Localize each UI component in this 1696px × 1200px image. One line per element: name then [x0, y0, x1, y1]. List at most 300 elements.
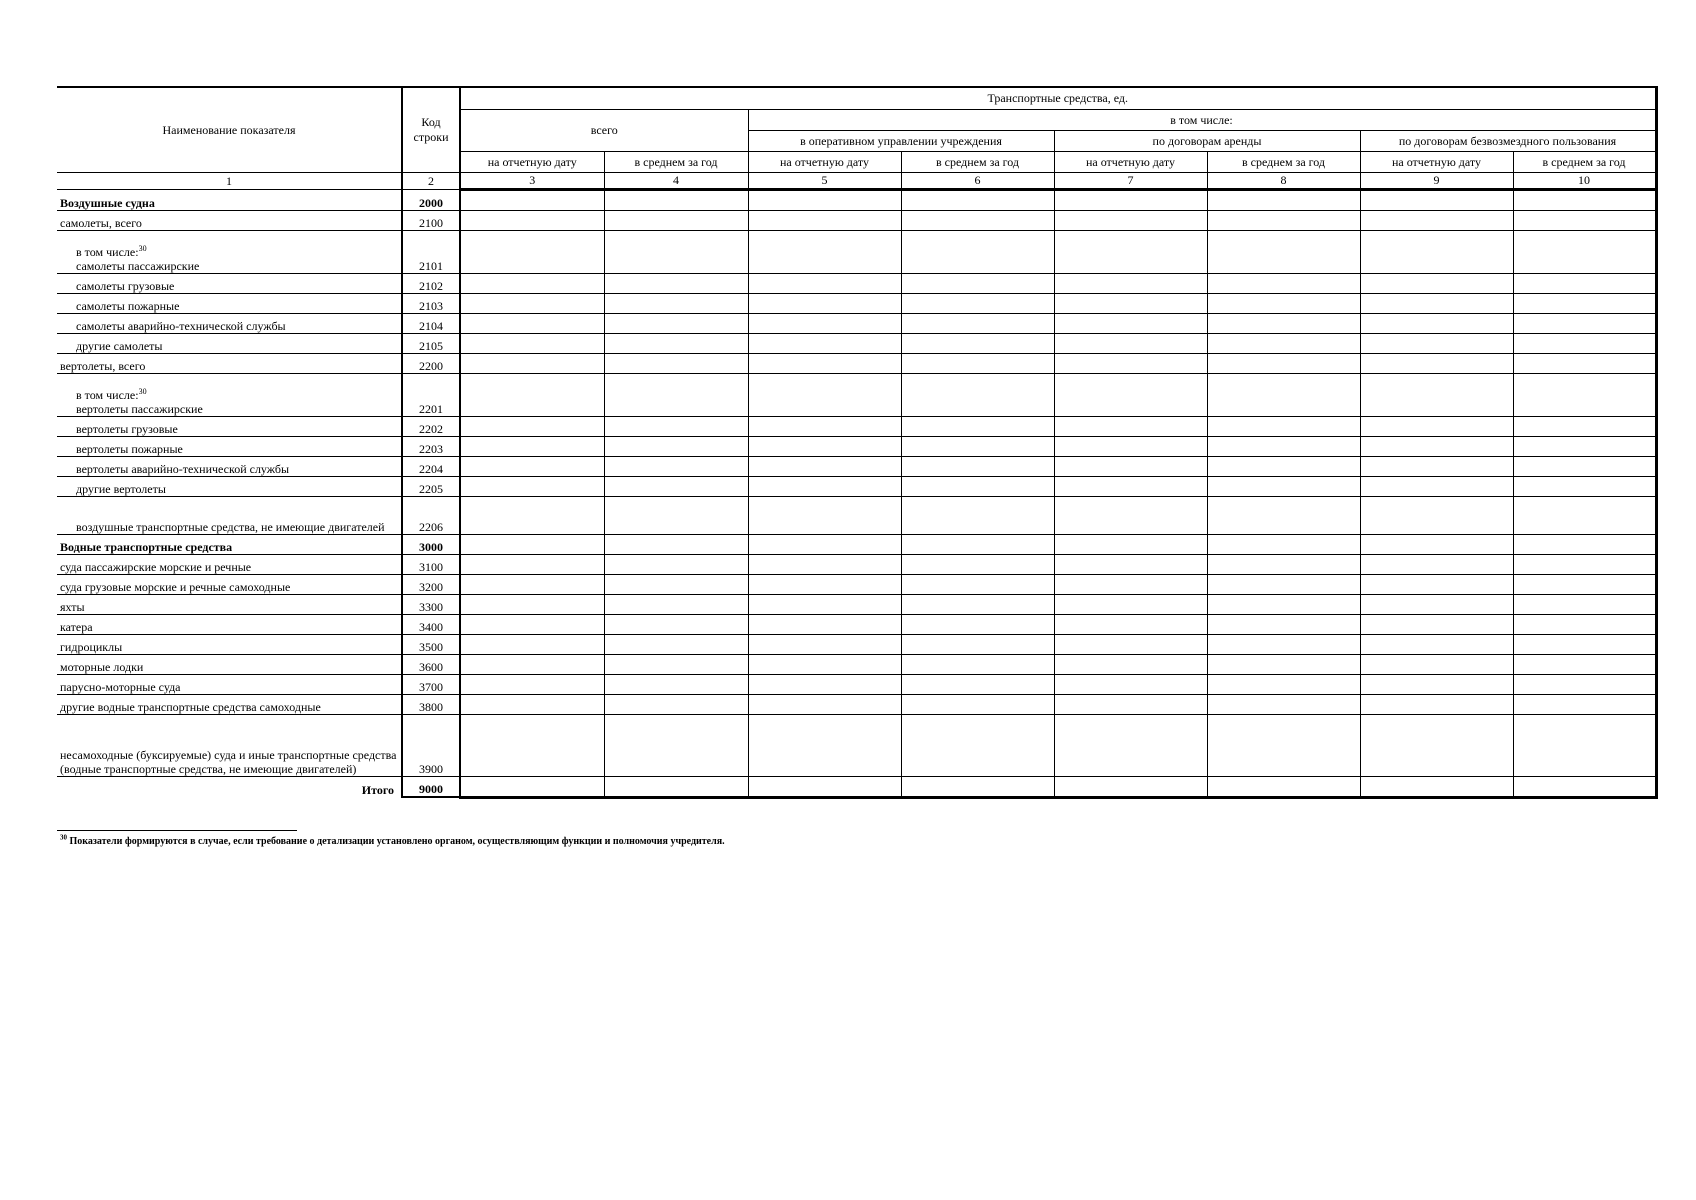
value-cell[interactable] — [748, 436, 901, 456]
header-avg-year: в среднем за год — [1513, 151, 1656, 172]
table-row — [57, 554, 1656, 574]
header-transport-group: Транспортные средства, ед. — [460, 87, 1656, 109]
row-name — [57, 273, 402, 293]
value-cell[interactable] — [604, 614, 748, 634]
row-code: 2103 — [402, 293, 460, 313]
value-cell[interactable] — [901, 574, 1054, 594]
value-cell[interactable] — [1054, 674, 1207, 694]
value-cell[interactable] — [1360, 273, 1513, 293]
header-operational-management: в оперативном управлении учреждения — [748, 130, 1054, 151]
value-cell[interactable] — [1207, 373, 1360, 416]
value-cell[interactable] — [1513, 210, 1656, 230]
value-cell[interactable] — [1207, 714, 1360, 776]
footnote-text: Показатели формируются в случае, если требование о детализации установлено органом, осуществляющим функции и полномочия учредителя. — [69, 836, 725, 847]
value-cell[interactable] — [1360, 189, 1513, 210]
row-name — [57, 534, 402, 554]
value-cell[interactable] — [460, 333, 604, 353]
value-cell[interactable] — [1054, 189, 1207, 210]
header-including: в том числе: — [748, 109, 1656, 130]
value-cell[interactable] — [901, 210, 1054, 230]
value-cell[interactable] — [901, 230, 1054, 273]
value-cell[interactable] — [1360, 333, 1513, 353]
value-cell[interactable] — [748, 674, 901, 694]
value-cell[interactable] — [901, 554, 1054, 574]
value-cell[interactable] — [604, 574, 748, 594]
value-cell[interactable] — [1513, 674, 1656, 694]
header-at-date: на отчетную дату — [460, 151, 604, 172]
table-row — [57, 293, 1656, 313]
row-label: Воздушные судна — [60, 195, 155, 210]
value-cell[interactable] — [1054, 714, 1207, 776]
value-cell[interactable] — [748, 456, 901, 476]
value-cell[interactable] — [901, 694, 1054, 714]
value-cell[interactable] — [1054, 634, 1207, 654]
value-cell[interactable] — [1207, 776, 1360, 797]
row-code: 3000 — [402, 534, 460, 554]
value-cell[interactable] — [460, 293, 604, 313]
value-cell[interactable] — [460, 574, 604, 594]
value-cell[interactable] — [1360, 594, 1513, 614]
row-name — [57, 476, 402, 496]
value-cell[interactable] — [1207, 230, 1360, 273]
value-cell[interactable] — [1207, 694, 1360, 714]
table-row — [57, 189, 1656, 210]
value-cell[interactable] — [1513, 554, 1656, 574]
column-number: 10 — [1513, 172, 1656, 189]
value-cell[interactable] — [1054, 496, 1207, 534]
value-cell[interactable] — [748, 210, 901, 230]
value-cell[interactable] — [604, 654, 748, 674]
value-cell[interactable] — [1360, 634, 1513, 654]
value-cell[interactable] — [460, 714, 604, 776]
row-name — [57, 373, 402, 416]
value-cell[interactable] — [748, 654, 901, 674]
value-cell[interactable] — [748, 534, 901, 554]
value-cell[interactable] — [748, 353, 901, 373]
value-cell[interactable] — [604, 694, 748, 714]
value-cell[interactable] — [748, 333, 901, 353]
value-cell[interactable] — [1207, 436, 1360, 456]
value-cell[interactable] — [748, 189, 901, 210]
value-cell[interactable] — [748, 776, 901, 797]
value-cell[interactable] — [604, 373, 748, 416]
value-cell[interactable] — [1054, 373, 1207, 416]
row-code: 2206 — [402, 496, 460, 534]
row-code: 2000 — [402, 189, 460, 210]
row-name — [57, 313, 402, 333]
value-cell[interactable] — [748, 594, 901, 614]
value-cell[interactable] — [1207, 534, 1360, 554]
value-cell[interactable] — [1207, 674, 1360, 694]
row-label: Водные транспортные средства — [60, 539, 233, 554]
row-code: 3100 — [402, 554, 460, 574]
row-code: 3700 — [402, 674, 460, 694]
value-cell[interactable] — [604, 353, 748, 373]
value-cell[interactable] — [748, 373, 901, 416]
row-name — [57, 714, 402, 776]
value-cell[interactable] — [604, 476, 748, 496]
value-cell[interactable] — [1360, 313, 1513, 333]
value-cell[interactable] — [604, 313, 748, 333]
value-cell[interactable] — [748, 574, 901, 594]
value-cell[interactable] — [604, 333, 748, 353]
row-code: 2101 — [402, 230, 460, 273]
value-cell[interactable] — [604, 436, 748, 456]
value-cell[interactable] — [1054, 353, 1207, 373]
value-cell[interactable] — [1207, 313, 1360, 333]
value-cell[interactable] — [1207, 416, 1360, 436]
value-cell[interactable] — [901, 496, 1054, 534]
row-label: суда пассажирские морские и речные — [60, 559, 252, 574]
value-cell[interactable] — [460, 416, 604, 436]
value-cell[interactable] — [604, 273, 748, 293]
value-cell[interactable] — [1360, 776, 1513, 797]
value-cell[interactable] — [1513, 614, 1656, 634]
row-code: 2201 — [402, 373, 460, 416]
value-cell[interactable] — [604, 496, 748, 534]
row-label: суда грузовые морские и речные самоходные — [60, 579, 291, 594]
value-cell[interactable] — [1513, 416, 1656, 436]
header-at-date: на отчетную дату — [1054, 151, 1207, 172]
row-code: 2105 — [402, 333, 460, 353]
value-cell[interactable] — [460, 674, 604, 694]
value-cell[interactable] — [1513, 353, 1656, 373]
value-cell[interactable] — [1513, 694, 1656, 714]
value-cell[interactable] — [604, 776, 748, 797]
value-cell[interactable] — [460, 776, 604, 797]
value-cell[interactable] — [1207, 654, 1360, 674]
value-cell[interactable] — [748, 694, 901, 714]
value-cell[interactable] — [1054, 416, 1207, 436]
header-avg-year: в среднем за год — [604, 151, 748, 172]
value-cell[interactable] — [1513, 776, 1656, 797]
column-number: 6 — [901, 172, 1054, 189]
table-row — [57, 273, 1656, 293]
value-cell[interactable] — [1207, 333, 1360, 353]
row-prefix: в том числе: — [76, 387, 139, 402]
value-cell[interactable] — [748, 230, 901, 273]
table-row — [57, 456, 1656, 476]
value-cell[interactable] — [748, 496, 901, 534]
value-cell[interactable] — [1054, 230, 1207, 273]
value-cell[interactable] — [748, 614, 901, 634]
row-name — [57, 574, 402, 594]
column-number: 1 — [57, 172, 402, 189]
row-label: самолеты аварийно-технической службы — [76, 318, 286, 333]
value-cell[interactable] — [748, 293, 901, 313]
value-cell[interactable] — [1360, 476, 1513, 496]
value-cell[interactable] — [460, 476, 604, 496]
value-cell[interactable] — [901, 293, 1054, 313]
value-cell[interactable] — [748, 714, 901, 776]
table-row — [57, 634, 1656, 654]
value-cell[interactable] — [1207, 189, 1360, 210]
table-row — [57, 436, 1656, 456]
row-code: 3400 — [402, 614, 460, 634]
value-cell[interactable] — [1054, 594, 1207, 614]
row-label: моторные лодки — [60, 659, 144, 674]
table-row — [57, 674, 1656, 694]
value-cell[interactable] — [748, 634, 901, 654]
value-cell[interactable] — [1513, 476, 1656, 496]
value-cell[interactable] — [1513, 654, 1656, 674]
value-cell[interactable] — [604, 416, 748, 436]
value-cell[interactable] — [604, 634, 748, 654]
value-cell[interactable] — [1207, 614, 1360, 634]
value-cell[interactable] — [1360, 496, 1513, 534]
row-label: вертолеты аварийно-технической службы — [76, 461, 290, 476]
value-cell[interactable] — [460, 189, 604, 210]
value-cell[interactable] — [460, 534, 604, 554]
table-row — [57, 353, 1656, 373]
value-cell[interactable] — [1513, 634, 1656, 654]
table-row — [57, 333, 1656, 353]
value-cell[interactable] — [460, 353, 604, 373]
value-cell[interactable] — [1360, 436, 1513, 456]
value-cell[interactable] — [460, 614, 604, 634]
table-row — [57, 230, 1656, 273]
row-name — [57, 436, 402, 456]
value-cell[interactable] — [901, 416, 1054, 436]
header-lease-agreements: по договорам аренды — [1054, 130, 1360, 151]
row-label: воздушные транспортные средства, не имеющие двигателей — [76, 519, 385, 534]
row-code: 3500 — [402, 634, 460, 654]
value-cell[interactable] — [604, 210, 748, 230]
value-cell[interactable] — [604, 674, 748, 694]
value-cell[interactable] — [901, 674, 1054, 694]
value-cell[interactable] — [1207, 273, 1360, 293]
header-at-date: на отчетную дату — [1360, 151, 1513, 172]
header-avg-year: в среднем за год — [1207, 151, 1360, 172]
value-cell[interactable] — [901, 456, 1054, 476]
column-number: 8 — [1207, 172, 1360, 189]
column-number: 3 — [460, 172, 604, 189]
value-cell[interactable] — [460, 273, 604, 293]
value-cell[interactable] — [604, 293, 748, 313]
value-cell[interactable] — [901, 714, 1054, 776]
value-cell[interactable] — [1513, 273, 1656, 293]
value-cell[interactable] — [1207, 496, 1360, 534]
value-cell[interactable] — [460, 373, 604, 416]
value-cell[interactable] — [748, 273, 901, 293]
value-cell[interactable] — [1360, 674, 1513, 694]
row-label: вертолеты пассажирские — [76, 401, 203, 416]
footnote — [60, 833, 725, 847]
value-cell[interactable] — [1207, 634, 1360, 654]
value-cell[interactable] — [1054, 333, 1207, 353]
value-cell[interactable] — [1207, 353, 1360, 373]
column-number: 7 — [1054, 172, 1207, 189]
value-cell[interactable] — [748, 313, 901, 333]
value-cell[interactable] — [901, 436, 1054, 456]
value-cell[interactable] — [1054, 293, 1207, 313]
row-code: 2205 — [402, 476, 460, 496]
row-prefix: в том числе: — [76, 244, 139, 259]
value-cell[interactable] — [1054, 776, 1207, 797]
footnote-divider — [57, 830, 297, 831]
value-cell[interactable] — [1513, 189, 1656, 210]
value-cell[interactable] — [1513, 333, 1656, 353]
value-cell[interactable] — [901, 333, 1054, 353]
value-cell[interactable] — [1360, 554, 1513, 574]
value-cell[interactable] — [1054, 614, 1207, 634]
row-name — [57, 230, 402, 273]
table-row — [57, 496, 1656, 534]
value-cell[interactable] — [604, 189, 748, 210]
value-cell[interactable] — [1360, 416, 1513, 436]
value-cell[interactable] — [1513, 230, 1656, 273]
column-number: 2 — [402, 172, 460, 189]
value-cell[interactable] — [1207, 574, 1360, 594]
table-row — [57, 210, 1656, 230]
value-cell[interactable] — [1513, 313, 1656, 333]
value-cell[interactable] — [1054, 210, 1207, 230]
value-cell[interactable] — [1054, 436, 1207, 456]
row-name — [57, 614, 402, 634]
row-code: 2202 — [402, 416, 460, 436]
value-cell[interactable] — [1360, 614, 1513, 634]
value-cell[interactable] — [1360, 293, 1513, 313]
row-name — [57, 210, 402, 230]
value-cell[interactable] — [604, 554, 748, 574]
value-cell[interactable] — [1513, 714, 1656, 776]
value-cell[interactable] — [604, 534, 748, 554]
value-cell[interactable] — [1054, 476, 1207, 496]
total-code: 9000 — [402, 776, 460, 797]
row-label: гидроциклы — [60, 639, 123, 654]
value-cell[interactable] — [1360, 230, 1513, 273]
value-cell[interactable] — [1360, 353, 1513, 373]
value-cell[interactable] — [1207, 293, 1360, 313]
value-cell[interactable] — [1207, 456, 1360, 476]
header-name-column: Наименование показателя — [57, 87, 402, 172]
value-cell[interactable] — [901, 189, 1054, 210]
value-cell[interactable] — [1513, 436, 1656, 456]
row-label: яхты — [60, 599, 85, 614]
row-name — [57, 456, 402, 476]
row-label: самолеты грузовые — [76, 278, 175, 293]
value-cell[interactable] — [901, 353, 1054, 373]
value-cell[interactable] — [460, 694, 604, 714]
value-cell[interactable] — [1054, 654, 1207, 674]
value-cell[interactable] — [1513, 594, 1656, 614]
value-cell[interactable] — [460, 634, 604, 654]
value-cell[interactable] — [901, 476, 1054, 496]
row-name — [57, 654, 402, 674]
value-cell[interactable] — [1207, 210, 1360, 230]
row-label: несамоходные (буксируемые) суда и иные транспортные средства (водные транспортные средства, не имеющие двигателей) — [60, 747, 397, 776]
value-cell[interactable] — [604, 594, 748, 614]
value-cell[interactable] — [901, 313, 1054, 333]
table-row — [57, 476, 1656, 496]
value-cell[interactable] — [460, 654, 604, 674]
table-row — [57, 694, 1656, 714]
value-cell[interactable] — [1513, 534, 1656, 554]
value-cell[interactable] — [460, 456, 604, 476]
value-cell[interactable] — [901, 594, 1054, 614]
value-cell[interactable] — [1360, 714, 1513, 776]
value-cell[interactable] — [460, 554, 604, 574]
value-cell[interactable] — [901, 273, 1054, 293]
value-cell[interactable] — [901, 373, 1054, 416]
row-name — [57, 674, 402, 694]
value-cell[interactable] — [1207, 554, 1360, 574]
table-row — [57, 714, 1656, 776]
value-cell[interactable] — [460, 230, 604, 273]
value-cell[interactable] — [1054, 456, 1207, 476]
row-code: 2204 — [402, 456, 460, 476]
value-cell[interactable] — [460, 496, 604, 534]
footnote-mark: 30 — [138, 243, 147, 253]
row-label: вертолеты, всего — [60, 358, 146, 373]
value-cell[interactable] — [460, 594, 604, 614]
value-cell[interactable] — [604, 714, 748, 776]
value-cell[interactable] — [901, 614, 1054, 634]
value-cell[interactable] — [901, 534, 1054, 554]
value-cell[interactable] — [1513, 456, 1656, 476]
table-row — [57, 614, 1656, 634]
total-row — [57, 776, 1656, 797]
value-cell[interactable] — [1360, 534, 1513, 554]
value-cell[interactable] — [1513, 574, 1656, 594]
table-row — [57, 373, 1656, 416]
row-name — [57, 353, 402, 373]
value-cell[interactable] — [1360, 574, 1513, 594]
value-cell[interactable] — [901, 634, 1054, 654]
row-code: 2100 — [402, 210, 460, 230]
table-row — [57, 594, 1656, 614]
value-cell[interactable] — [901, 654, 1054, 674]
row-code: 2102 — [402, 273, 460, 293]
value-cell[interactable] — [1360, 210, 1513, 230]
value-cell[interactable] — [604, 230, 748, 273]
value-cell[interactable] — [1360, 373, 1513, 416]
total-label: Итого — [361, 783, 394, 797]
row-code: 2200 — [402, 353, 460, 373]
value-cell[interactable] — [460, 313, 604, 333]
value-cell[interactable] — [1360, 654, 1513, 674]
value-cell[interactable] — [748, 554, 901, 574]
value-cell[interactable] — [1054, 694, 1207, 714]
value-cell[interactable] — [1513, 293, 1656, 313]
value-cell[interactable] — [1513, 373, 1656, 416]
value-cell[interactable] — [1054, 574, 1207, 594]
value-cell[interactable] — [460, 436, 604, 456]
value-cell[interactable] — [1360, 694, 1513, 714]
value-cell[interactable] — [748, 416, 901, 436]
table-row — [57, 416, 1656, 436]
value-cell[interactable] — [1054, 534, 1207, 554]
column-number: 4 — [604, 172, 748, 189]
value-cell[interactable] — [1360, 456, 1513, 476]
row-name — [57, 496, 402, 534]
row-code: 3300 — [402, 594, 460, 614]
value-cell[interactable] — [1054, 273, 1207, 293]
value-cell[interactable] — [748, 476, 901, 496]
value-cell[interactable] — [1207, 476, 1360, 496]
row-name — [57, 293, 402, 313]
row-name — [57, 694, 402, 714]
value-cell[interactable] — [604, 456, 748, 476]
row-name — [57, 594, 402, 614]
value-cell[interactable] — [1513, 496, 1656, 534]
value-cell[interactable] — [901, 776, 1054, 797]
value-cell[interactable] — [1054, 313, 1207, 333]
value-cell[interactable] — [1207, 594, 1360, 614]
value-cell[interactable] — [1054, 554, 1207, 574]
table-row — [57, 574, 1656, 594]
value-cell[interactable] — [460, 210, 604, 230]
